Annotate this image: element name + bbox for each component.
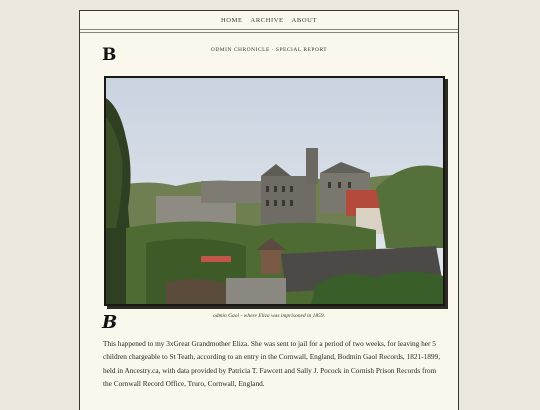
nav-home-link[interactable]: HOME [220, 16, 243, 24]
gaol-photo-illustration [106, 78, 443, 304]
nav-divider [80, 32, 458, 33]
article-body: This happened to my 3xGreat Grandmother Eliza. She was sent to jail for a period of two weeks, for leaving her 5 children chargeable to St Teath, according to an entry in the Cornwall, England, Bodmin Gaol Records, 1821-1899, held in Ancestry.ca, with data provided by Patricia T. Fawcett and Sally J. Pocock in Cornish Prison Records from the Cornwall Record Office, Truro, Cornwall, England. [103, 339, 441, 389]
nav-about-link[interactable]: ABOUT [291, 16, 318, 24]
header-dropcap: B [102, 45, 117, 65]
article-page [79, 10, 459, 410]
top-nav [80, 11, 458, 30]
page-title: ODMIN CHRONICLE · SPECIAL REPORT [210, 47, 328, 53]
photo-caption: odmin Gaol - where Eliza was imprisoned in 1859. [212, 313, 326, 319]
article-dropcap: B [102, 312, 118, 333]
nav-archive-link[interactable]: ARCHIVE [250, 16, 284, 24]
gaol-photo [104, 76, 445, 306]
